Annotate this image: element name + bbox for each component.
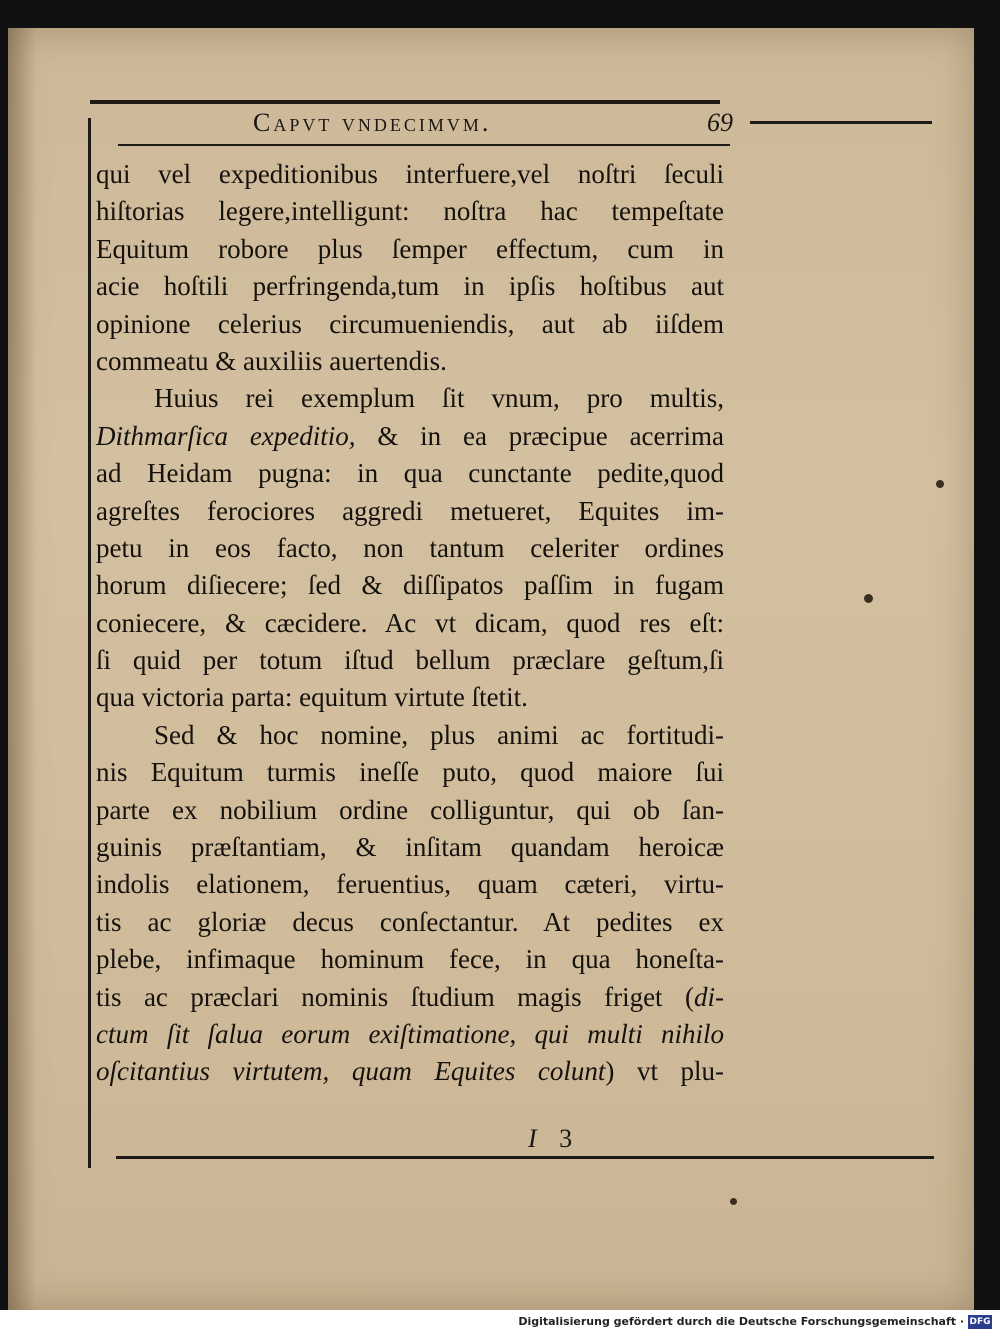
text-line: Sed & hoc nomine, plus animi ac fortitudi- bbox=[154, 719, 724, 750]
text-line: Huius rei exemplum ſit vnum, pro multis, bbox=[154, 383, 724, 414]
text-line bbox=[96, 979, 724, 1016]
left-rule bbox=[88, 118, 91, 1168]
chapter-title: Capvt vndecimvm. bbox=[253, 108, 492, 137]
paper-speck bbox=[936, 480, 944, 488]
text-line: indolis elationem, feruentius, quam cæteri, virtu- bbox=[96, 869, 724, 900]
text-line: hiſtorias legere,intelligunt: noſtra hac tempeſtate bbox=[96, 196, 724, 227]
text-span: ) vt plu- bbox=[605, 1056, 724, 1087]
signature-letter: I bbox=[528, 1124, 545, 1153]
italic-span: di- bbox=[694, 981, 724, 1012]
text-line: qua victoria parta: equitum virtute ſtetit. bbox=[96, 682, 528, 713]
text-line: tis ac gloriæ decus conſectantur. At pedites ex bbox=[96, 906, 724, 937]
text-line: qui vel expeditionibus interfuere,vel noſtri ſeculi bbox=[96, 159, 724, 189]
page-number: 69 bbox=[707, 108, 733, 137]
book-page bbox=[8, 28, 974, 1310]
text-span: & in ea præcipue acerrima bbox=[355, 420, 724, 451]
text-line: plebe, infimaque hominum fece, in qua honeſta- bbox=[96, 944, 724, 975]
digitization-footer bbox=[0, 1310, 1000, 1336]
text-line: horum diſiecere; ſed & diſſipatos paſſim in fugam bbox=[96, 570, 724, 601]
text-line: commeatu & auxiliis auertendis. bbox=[96, 345, 447, 376]
dfg-logo: DFG bbox=[969, 1317, 991, 1327]
paper-speck bbox=[864, 594, 873, 603]
text-line: agreſtes ferociores aggredi metueret, Equites im- bbox=[96, 495, 724, 526]
text-line: acie hoſtili perfringenda,tum in ipſis hoſtibus aut bbox=[96, 271, 724, 302]
text-line: petu in eos facto, non tantum celeriter ordines bbox=[96, 532, 724, 563]
text-span: tis ac præclari nominis ſtudium magis friget ( bbox=[96, 981, 694, 1012]
signature-mark bbox=[528, 1124, 580, 1154]
running-head bbox=[253, 108, 733, 142]
text-line: opinione celerius circumueniendis, aut ab iiſdem bbox=[96, 308, 724, 339]
text-line: ſi quid per totum iſtud bellum præclare geſtum,ſi bbox=[96, 645, 724, 676]
text-line bbox=[96, 1053, 724, 1090]
text-line: ad Heidam pugna: in qua cunctante pedite,quod bbox=[96, 458, 724, 489]
top-rule bbox=[90, 100, 720, 104]
text-line: coniecere, & cæcidere. Ac vt dicam, quod res eſt: bbox=[96, 607, 724, 638]
text-line: nis Equitum turmis ineſſe puto, quod maiore ſui bbox=[96, 757, 724, 788]
text-line: guinis præſtantiam, & inſitam quandam heroicæ bbox=[96, 832, 724, 863]
bottom-rule bbox=[116, 1156, 934, 1159]
funding-credit: Digitalisierung gefördert durch die Deutsche Forschungsgemeinschaft · bbox=[518, 1315, 964, 1328]
text-line: Equitum robore plus ſemper effectum, cum in bbox=[96, 233, 724, 264]
body-text bbox=[96, 156, 724, 1091]
text-line bbox=[96, 418, 724, 455]
italic-span: Dithmarſica expeditio, bbox=[96, 420, 356, 451]
text-line: parte ex nobilium ordine colliguntur, qui ob ſan- bbox=[96, 794, 724, 825]
italic-span: oſcitantius virtutem, quam Equites colunt bbox=[96, 1056, 606, 1087]
headline-rule bbox=[118, 144, 730, 146]
text-line bbox=[96, 1016, 724, 1053]
top-rule-right bbox=[750, 121, 932, 124]
signature-number: 3 bbox=[559, 1124, 581, 1153]
paper-speck bbox=[730, 1198, 737, 1205]
italic-span: ctum ſit ſalua eorum exiſtimatione, qui multi nihilo bbox=[96, 1018, 724, 1049]
